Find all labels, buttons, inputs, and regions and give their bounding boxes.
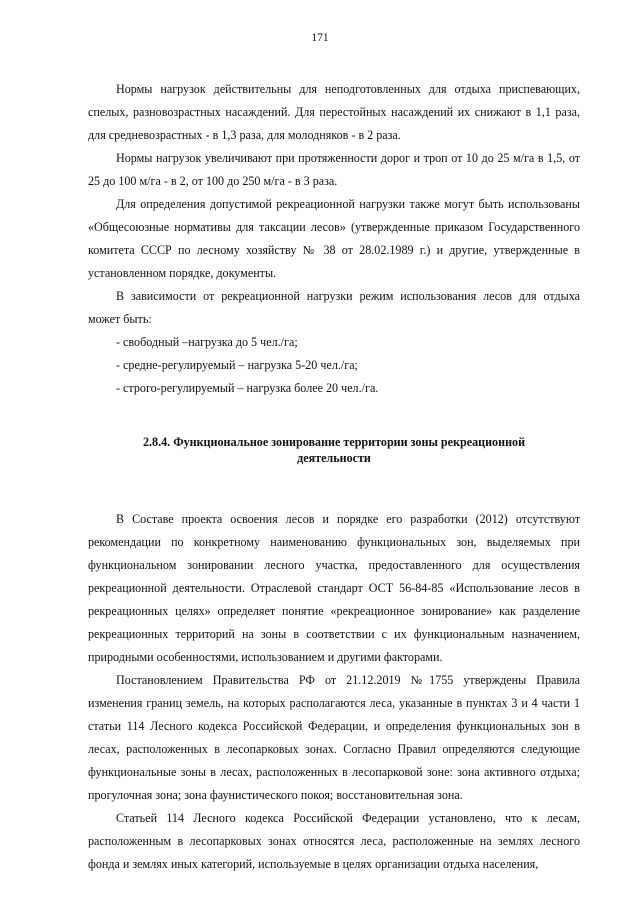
paragraph-government-decree: Постановлением Правительства РФ от 21.12.2019 №1755 утверждены Правила изменения границ земель, на которых располагаются леса, указанные в пунктах 3 и 4 части 1 статьи 114 Лесного кодекса Российской Федерации, и определения функциональных зон в лесах, расположенных в лесопарковых зонах. Согласно Правил определяются следующие функциональные зоны в лесах, расположенных в лесопарковой зоне: зона активного отдыха; прогулочная зона; зона фаунистического покоя; восстановительная зона. [88, 673, 580, 802]
section-heading-line1: 2.8.4. Функциональное зонирование территории зоны рекреационной [142, 435, 526, 449]
section-heading-line2: деятельности [297, 451, 371, 465]
paragraph-load-norms: Нормы нагрузок действительны для неподготовленных для отдыха приспевающих, спелых, разновозрастных насаждений. Для перестойных насаждений их снижают в 1,1 раза, для средневозрастных - в 1,3 раза, для молодняков - в 2 раза. [88, 82, 580, 142]
paragraph-project-composition: В Составе проекта освоения лесов и порядке его разработки (2012) отсутствуют рекомендации по конкретному наименованию функциональных зон, выделяемых при функциональном зонировании лесного участка, предоставленного для осуществления рекреационной деятельности. Отраслевой стандарт ОСТ 56-84-85 «Использование лесов в рекреационных целях» определяет понятие «рекреационное зонирование» как разделение рекреационных территорий на зоны в соответствии с их функциональным назначением, природными особенностями, использованием и другими факторами. [88, 512, 580, 664]
paragraph-forest-code: Статьей 114 Лесного кодекса Российской Федерации установлено, что к лесам, расположенным в лесопарковых зонах относятся леса, расположенные на землях лесного фонда и землях иных категорий, используемые в целях организации отдыха населения, [88, 811, 580, 871]
list-item-medium: - средне-регулируемый – нагрузка 5-20 чел./га; [116, 358, 358, 372]
paragraph-usage-modes: В зависимости от рекреационной нагрузки режим использования лесов для отдыха может быть: [88, 289, 580, 326]
list-item-free: - свободный –нагрузка до 5 чел./га; [116, 335, 298, 349]
list-item-strict: - строго-регулируемый – нагрузка более 20 чел./га. [116, 381, 379, 395]
paragraph-road-norms: Нормы нагрузок увеличивают при протяженности дорог и троп от 10 до 25 м/га в 1,5, от 25 до 100 м/га - в 2, от 100 до 250 м/га - в 3 раза. [88, 151, 580, 188]
paragraph-standards: Для определения допустимой рекреационной нагрузки также могут быть использованы «Общесоюзные нормативы для таксации лесов» (утвержденные приказом Государственного комитета СССР по лесному хозяйству № 38 от 28.02.1989 г.) и другие, утвержденные в установленном порядке, документы. [88, 197, 580, 280]
section-heading [88, 434, 580, 466]
document-body [88, 78, 580, 876]
page-number: 171 [311, 32, 329, 44]
